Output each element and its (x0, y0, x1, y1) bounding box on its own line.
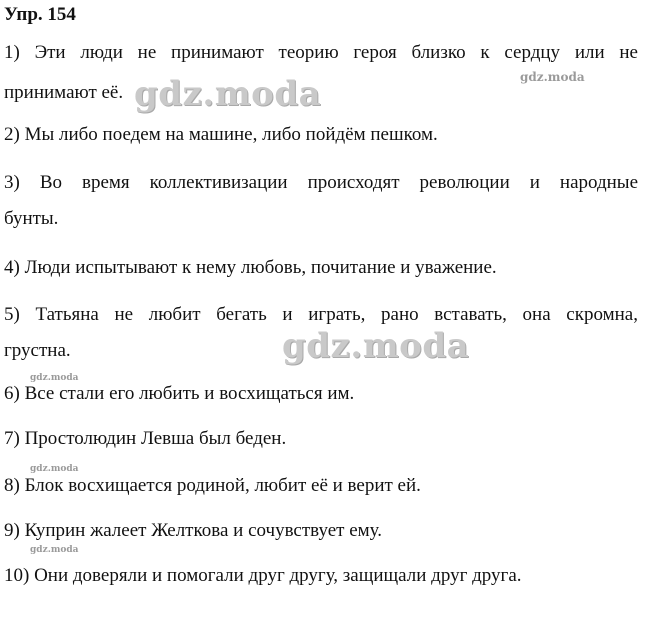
answer-line-5a: 5) Татьяна не любит бегать и играть, рано вставать, она скромна, (4, 304, 638, 325)
watermark-large-middle: gdz.moda (282, 326, 470, 366)
watermark-tiny-1: gdz.moda (30, 373, 79, 383)
watermark-tiny-2: gdz.moda (30, 464, 79, 474)
answer-line-3a: 3) Во время коллективизации происходят революции и народные (4, 172, 638, 193)
answer-line-1b: принимают её. (4, 82, 124, 103)
watermark-large-top: gdz.moda (134, 74, 322, 114)
answer-line-1a: 1) Эти люди не принимают теорию героя близко к сердцу или не (4, 42, 638, 63)
answer-line-9: 9) Куприн жалеет Желткова и сочувствует ему. (4, 520, 383, 541)
exercise-title: Упр. 154 (4, 4, 76, 25)
answer-line-3b: бунты. (4, 208, 59, 229)
answer-line-8: 8) Блок восхищается родиной, любит её и верит ей. (4, 475, 421, 496)
answer-line-6: 6) Все стали его любить и восхищаться им. (4, 383, 355, 404)
watermark-small-top-right: gdz.moda (520, 70, 585, 84)
watermark-tiny-3: gdz.moda (30, 545, 79, 555)
answer-line-5b: грустна. (4, 340, 71, 361)
answer-line-7: 7) Простолюдин Левша был беден. (4, 428, 287, 449)
answer-line-4: 4) Люди испытывают к нему любовь, почитание и уважение. (4, 257, 497, 278)
answer-line-10: 10) Они доверяли и помогали друг другу, защищали друг друга. (4, 565, 522, 586)
answer-line-2: 2) Мы либо поедем на машине, либо пойдём пешком. (4, 124, 438, 145)
